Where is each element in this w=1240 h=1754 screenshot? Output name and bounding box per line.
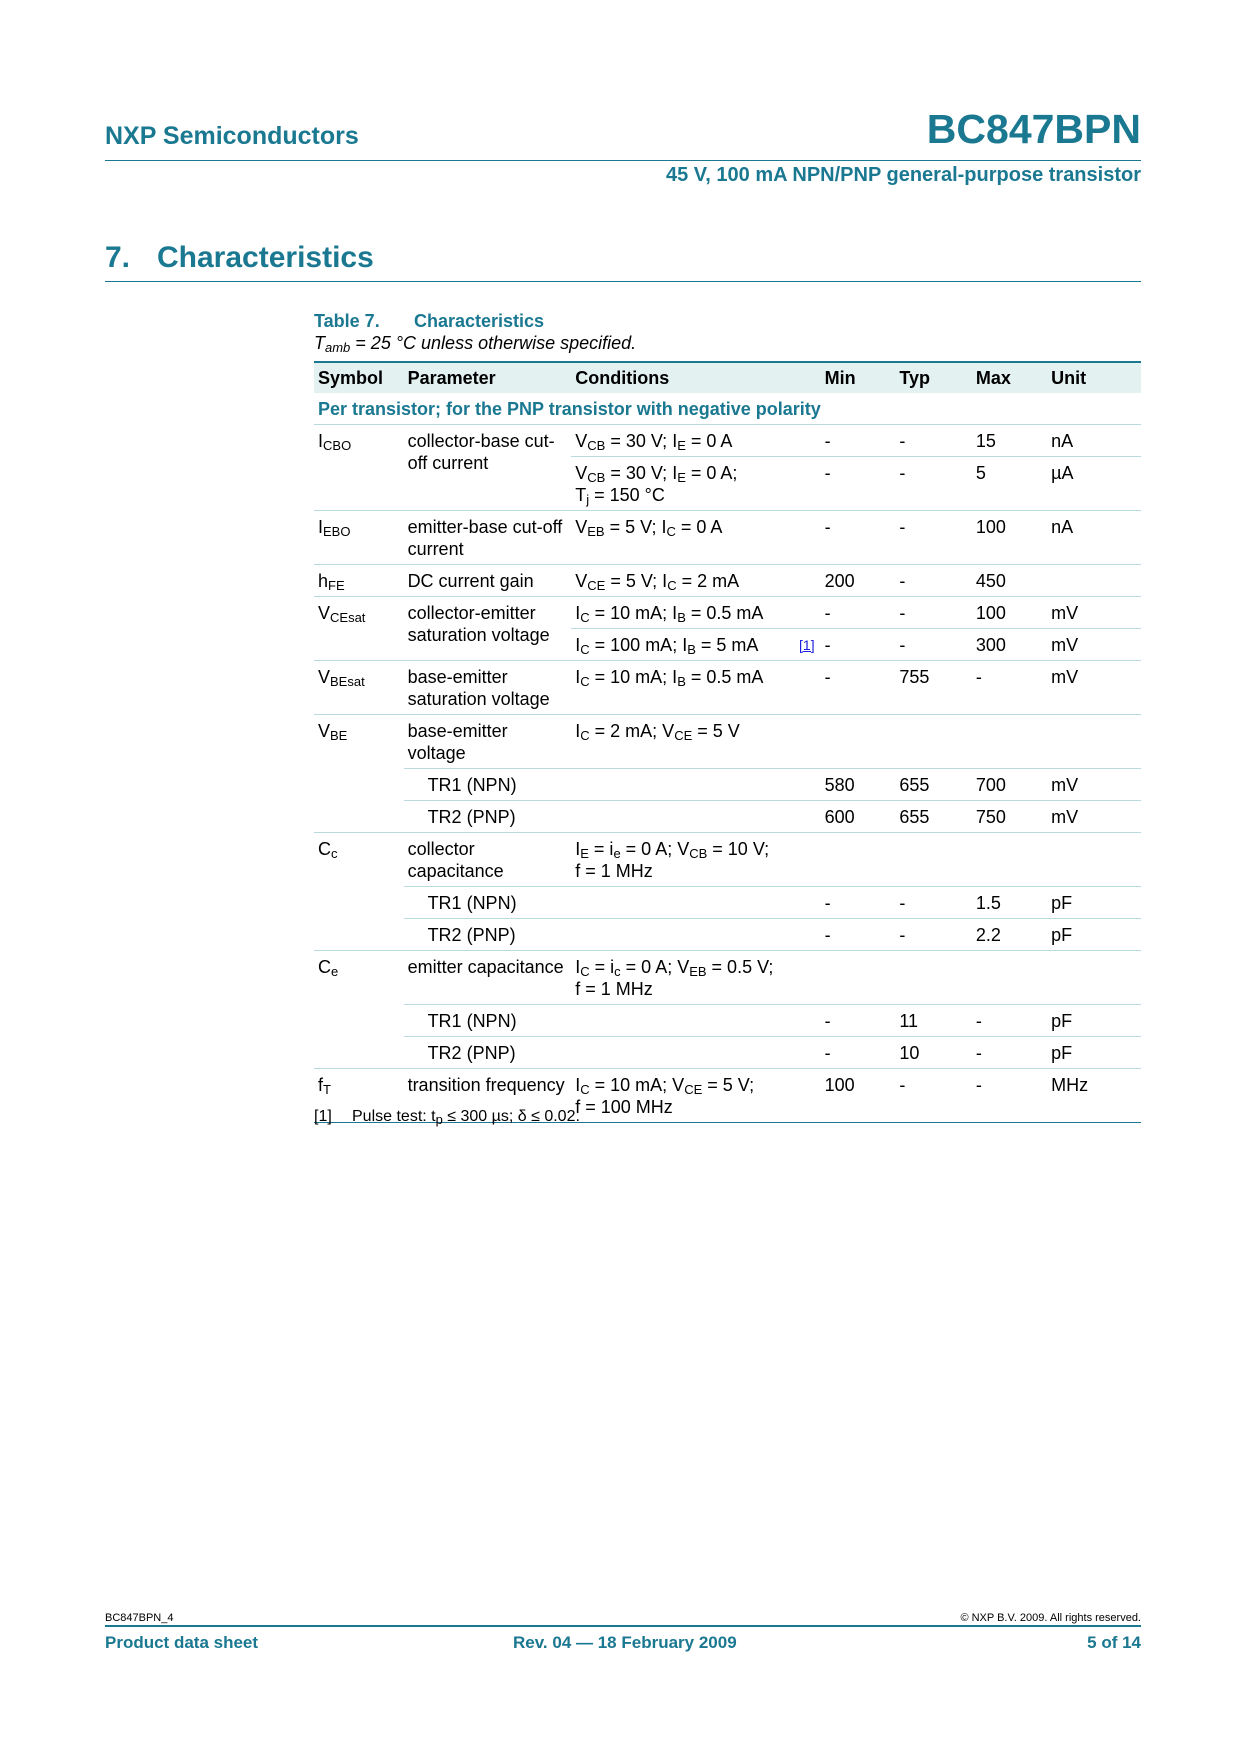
section-row-label: Per transistor; for the PNP transistor with negative polarity <box>318 399 821 419</box>
max-cell <box>972 951 1047 1005</box>
typ-cell: - <box>895 629 971 661</box>
conditions-cell <box>571 919 820 951</box>
table-row <box>314 425 1141 457</box>
conditions-cell: $V_{EB} = 5$ V; $I_C = 0$ A <box>571 511 820 565</box>
table-row <box>314 833 1141 887</box>
parameter-cell: emitter-base cut-off current <box>404 511 572 565</box>
characteristics-table <box>314 361 1141 1127</box>
unit-cell: pF <box>1047 1005 1141 1037</box>
min-cell: 580 <box>821 769 896 801</box>
typ-cell: - <box>895 597 971 629</box>
table-row <box>314 565 1141 597</box>
symbol-cell: $V_{BE}$ <box>314 715 404 833</box>
footnote-ref: [1] <box>314 1108 332 1125</box>
subscript: E <box>677 438 686 453</box>
product-name: BC847BPN <box>926 106 1141 152</box>
unit-cell: µA <box>1047 457 1141 511</box>
conditions-cell: [1] $I_C = 100$ mA; $I_B = 5$ mA <box>571 629 820 661</box>
table-caption <box>314 311 544 332</box>
symbol-cell: $I_{EBO}$ <box>314 511 404 565</box>
symbol-cell: $C_c$ <box>314 833 404 951</box>
subscript: BEsat <box>330 674 365 689</box>
document-id: BC847BPN_4 <box>105 1612 174 1624</box>
max-cell: 100 <box>972 597 1047 629</box>
unit-cell <box>1047 833 1141 887</box>
conditions-cell <box>571 887 820 919</box>
conditions-cell: $I_C = i_c = 0$ A; $V_{EB} = 0.5$ V; f = 1 MHz <box>571 951 820 1005</box>
subscript: B <box>687 642 696 657</box>
max-cell: 750 <box>972 801 1047 833</box>
min-cell: - <box>821 1037 896 1069</box>
max-cell: 2.2 <box>972 919 1047 951</box>
symbol-cell: $V_{BEsat}$ <box>314 661 404 715</box>
conditions-cell: $I_C = 10$ mA; $I_B = 0.5$ mA <box>571 661 820 715</box>
typ-cell: 10 <box>895 1037 971 1069</box>
subscript: B <box>677 610 686 625</box>
section-heading <box>105 241 374 275</box>
unit-cell: mV <box>1047 769 1141 801</box>
section-row <box>314 393 1141 425</box>
subscript: CB <box>587 438 606 453</box>
table-row <box>314 951 1141 1005</box>
column-header-conditions: Conditions <box>571 362 820 393</box>
subscript: T <box>323 1082 331 1097</box>
subscript: C <box>666 524 676 539</box>
unit-cell: nA <box>1047 511 1141 565</box>
parameter-cell: collector capacitance <box>404 833 572 887</box>
conditions-cell: $I_C = 10$ mA; $I_B = 0.5$ mA <box>571 597 820 629</box>
subscript: CE <box>684 1082 703 1097</box>
unit-cell <box>1047 715 1141 769</box>
symbol-cell: $f_T$ <box>314 1069 404 1123</box>
unit-cell: mV <box>1047 661 1141 715</box>
max-cell: 700 <box>972 769 1047 801</box>
table-row <box>314 597 1141 629</box>
subscript: C <box>580 964 590 979</box>
column-header-typ: Typ <box>895 362 971 393</box>
symbol-cell: $V_{CEsat}$ <box>314 597 404 661</box>
min-cell: 100 <box>821 1069 896 1123</box>
subscript: EB <box>587 524 605 539</box>
min-cell: - <box>821 597 896 629</box>
subscript: E <box>677 470 686 485</box>
typ-cell: - <box>895 1069 971 1123</box>
typ-cell: 655 <box>895 801 971 833</box>
parameter-cell: collector-base cut-off current <box>404 425 572 511</box>
max-cell <box>972 715 1047 769</box>
conditions-cell: $V_{CE} = 5$ V; $I_C = 2$ mA <box>571 565 820 597</box>
table-row <box>314 919 1141 951</box>
min-cell <box>821 715 896 769</box>
unit-cell: MHz <box>1047 1069 1141 1123</box>
max-cell: 300 <box>972 629 1047 661</box>
subscript: p <box>435 1112 443 1127</box>
conditions-cell <box>571 769 820 801</box>
typ-cell <box>895 715 971 769</box>
subscript: j <box>586 492 590 507</box>
subscript: e <box>331 964 339 979</box>
subscript: BE <box>330 728 348 743</box>
max-cell: 100 <box>972 511 1047 565</box>
header-divider <box>105 160 1141 161</box>
subscript: CE <box>587 578 606 593</box>
parameter-cell: collector-emitter saturation voltage <box>404 597 572 661</box>
table-title: Characteristics <box>414 311 545 331</box>
parameter-cell: transition frequency <box>404 1069 572 1123</box>
unit-cell: nA <box>1047 425 1141 457</box>
parameter-cell: emitter capacitance <box>404 951 572 1005</box>
section-title: Characteristics <box>157 241 374 274</box>
subscript: C <box>667 578 677 593</box>
subscript: C <box>580 674 590 689</box>
variant-cell: TR1 (NPN) <box>404 887 572 919</box>
variant-cell: TR2 (PNP) <box>404 1037 572 1069</box>
min-cell <box>821 951 896 1005</box>
conditions-cell <box>571 1005 820 1037</box>
table-row <box>314 511 1141 565</box>
min-cell: - <box>821 425 896 457</box>
company-name: NXP Semiconductors <box>105 122 359 150</box>
subscript: EB <box>689 964 707 979</box>
variant-cell: TR1 (NPN) <box>404 1005 572 1037</box>
table-row <box>314 769 1141 801</box>
subscript: e <box>613 846 621 861</box>
conditions-cell: $I_C = 10$ mA; $V_{CE} = 5$ V; f = 100 MHz <box>571 1069 820 1123</box>
unit-cell <box>1047 951 1141 1005</box>
typ-cell: 655 <box>895 769 971 801</box>
variant-cell: TR2 (PNP) <box>404 919 572 951</box>
unit-cell: mV <box>1047 597 1141 629</box>
footnote-text: Pulse test: $t_p \le 300$ µs; δ ≤ 0.02. <box>352 1108 580 1127</box>
typ-cell: 11 <box>895 1005 971 1037</box>
subscript: C <box>580 1082 590 1097</box>
page-number: 5 of 14 <box>1087 1633 1141 1652</box>
table-number: Table 7. <box>314 311 380 331</box>
table-row <box>314 887 1141 919</box>
conditions-cell <box>571 1037 820 1069</box>
table-row <box>314 1005 1141 1037</box>
max-cell: - <box>972 1037 1047 1069</box>
table-row <box>314 661 1141 715</box>
min-cell <box>821 833 896 887</box>
table-condition-note: $T_{amb} = 25$ °C unless otherwise specified. <box>314 333 637 355</box>
conditions-cell <box>571 801 820 833</box>
subscript: CBO <box>323 438 352 453</box>
subscript: C <box>580 610 590 625</box>
table-row <box>314 715 1141 769</box>
conditions-cell: $I_C = 2$ mA; $V_{CE} = 5$ V <box>571 715 820 769</box>
subscript: C <box>580 642 590 657</box>
typ-cell: - <box>895 565 971 597</box>
subscript: CB <box>587 470 606 485</box>
parameter-cell: DC current gain <box>404 565 572 597</box>
typ-cell: - <box>895 457 971 511</box>
symbol-cell: $h_{FE}$ <box>314 565 404 597</box>
max-cell: - <box>972 1005 1047 1037</box>
min-cell: - <box>821 661 896 715</box>
footer-divider <box>105 1625 1141 1627</box>
parameter-cell: base-emitter voltage <box>404 715 572 769</box>
symbol-cell: $C_e$ <box>314 951 404 1069</box>
subscript: E <box>580 846 589 861</box>
table-header-row <box>314 362 1141 393</box>
unit-cell: mV <box>1047 629 1141 661</box>
column-header-min: Min <box>821 362 896 393</box>
unit-cell: mV <box>1047 801 1141 833</box>
subscript: CE <box>674 728 693 743</box>
document-type: Product data sheet <box>105 1633 259 1652</box>
column-header-unit: Unit <box>1047 362 1141 393</box>
typ-cell: - <box>895 425 971 457</box>
subscript: B <box>677 674 686 689</box>
max-cell: 5 <box>972 457 1047 511</box>
max-cell: - <box>972 661 1047 715</box>
max-cell: 1.5 <box>972 887 1047 919</box>
unit-cell: pF <box>1047 1037 1141 1069</box>
column-header-symbol: Symbol <box>314 362 404 393</box>
subscript: C <box>580 728 590 743</box>
typ-cell: - <box>895 887 971 919</box>
typ-cell: 755 <box>895 661 971 715</box>
product-subtitle: 45 V, 100 mA NPN/PNP general-purpose transistor <box>666 164 1141 186</box>
footnote-link[interactable]: [1] <box>799 637 815 653</box>
section-divider <box>105 281 1141 282</box>
unit-cell <box>1047 565 1141 597</box>
min-cell: - <box>821 919 896 951</box>
subscript: CEsat <box>330 610 366 625</box>
unit-cell: pF <box>1047 919 1141 951</box>
column-header-max: Max <box>972 362 1047 393</box>
conditions-cell: $I_E = i_e = 0$ A; $V_{CB} = 10$ V; f = 1 MHz <box>571 833 820 887</box>
symbol-cell: $I_{CBO}$ <box>314 425 404 511</box>
variant-cell: TR2 (PNP) <box>404 801 572 833</box>
table-row <box>314 1037 1141 1069</box>
max-cell: - <box>972 1069 1047 1123</box>
conditions-cell: $V_{CB} = 30$ V; $I_E = 0$ A <box>571 425 820 457</box>
footnote <box>314 1108 580 1126</box>
subscript: FE <box>328 578 345 593</box>
subscript: EBO <box>323 524 351 539</box>
subscript: amb <box>325 340 351 355</box>
min-cell: - <box>821 511 896 565</box>
max-cell: 450 <box>972 565 1047 597</box>
min-cell: - <box>821 887 896 919</box>
copyright: © NXP B.V. 2009. All rights reserved. <box>960 1612 1141 1624</box>
subscript: CB <box>689 846 708 861</box>
max-cell: 15 <box>972 425 1047 457</box>
min-cell: 600 <box>821 801 896 833</box>
typ-cell: - <box>895 919 971 951</box>
column-header-parameter: Parameter <box>404 362 572 393</box>
parameter-cell: base-emitter saturation voltage <box>404 661 572 715</box>
section-number: 7. <box>105 241 131 274</box>
typ-cell: - <box>895 511 971 565</box>
subscript: c <box>614 964 621 979</box>
unit-cell: pF <box>1047 887 1141 919</box>
subscript: c <box>331 846 338 861</box>
min-cell: - <box>821 629 896 661</box>
typ-cell <box>895 833 971 887</box>
min-cell: 200 <box>821 565 896 597</box>
variant-cell: TR1 (NPN) <box>404 769 572 801</box>
min-cell: - <box>821 457 896 511</box>
conditions-cell: $V_{CB} = 30$ V; $I_E = 0$ A; $T_j = 150$ °C <box>571 457 820 511</box>
table-row <box>314 801 1141 833</box>
revision: Rev. 04 — 18 February 2009 <box>513 1633 737 1652</box>
max-cell <box>972 833 1047 887</box>
typ-cell <box>895 951 971 1005</box>
min-cell: - <box>821 1005 896 1037</box>
